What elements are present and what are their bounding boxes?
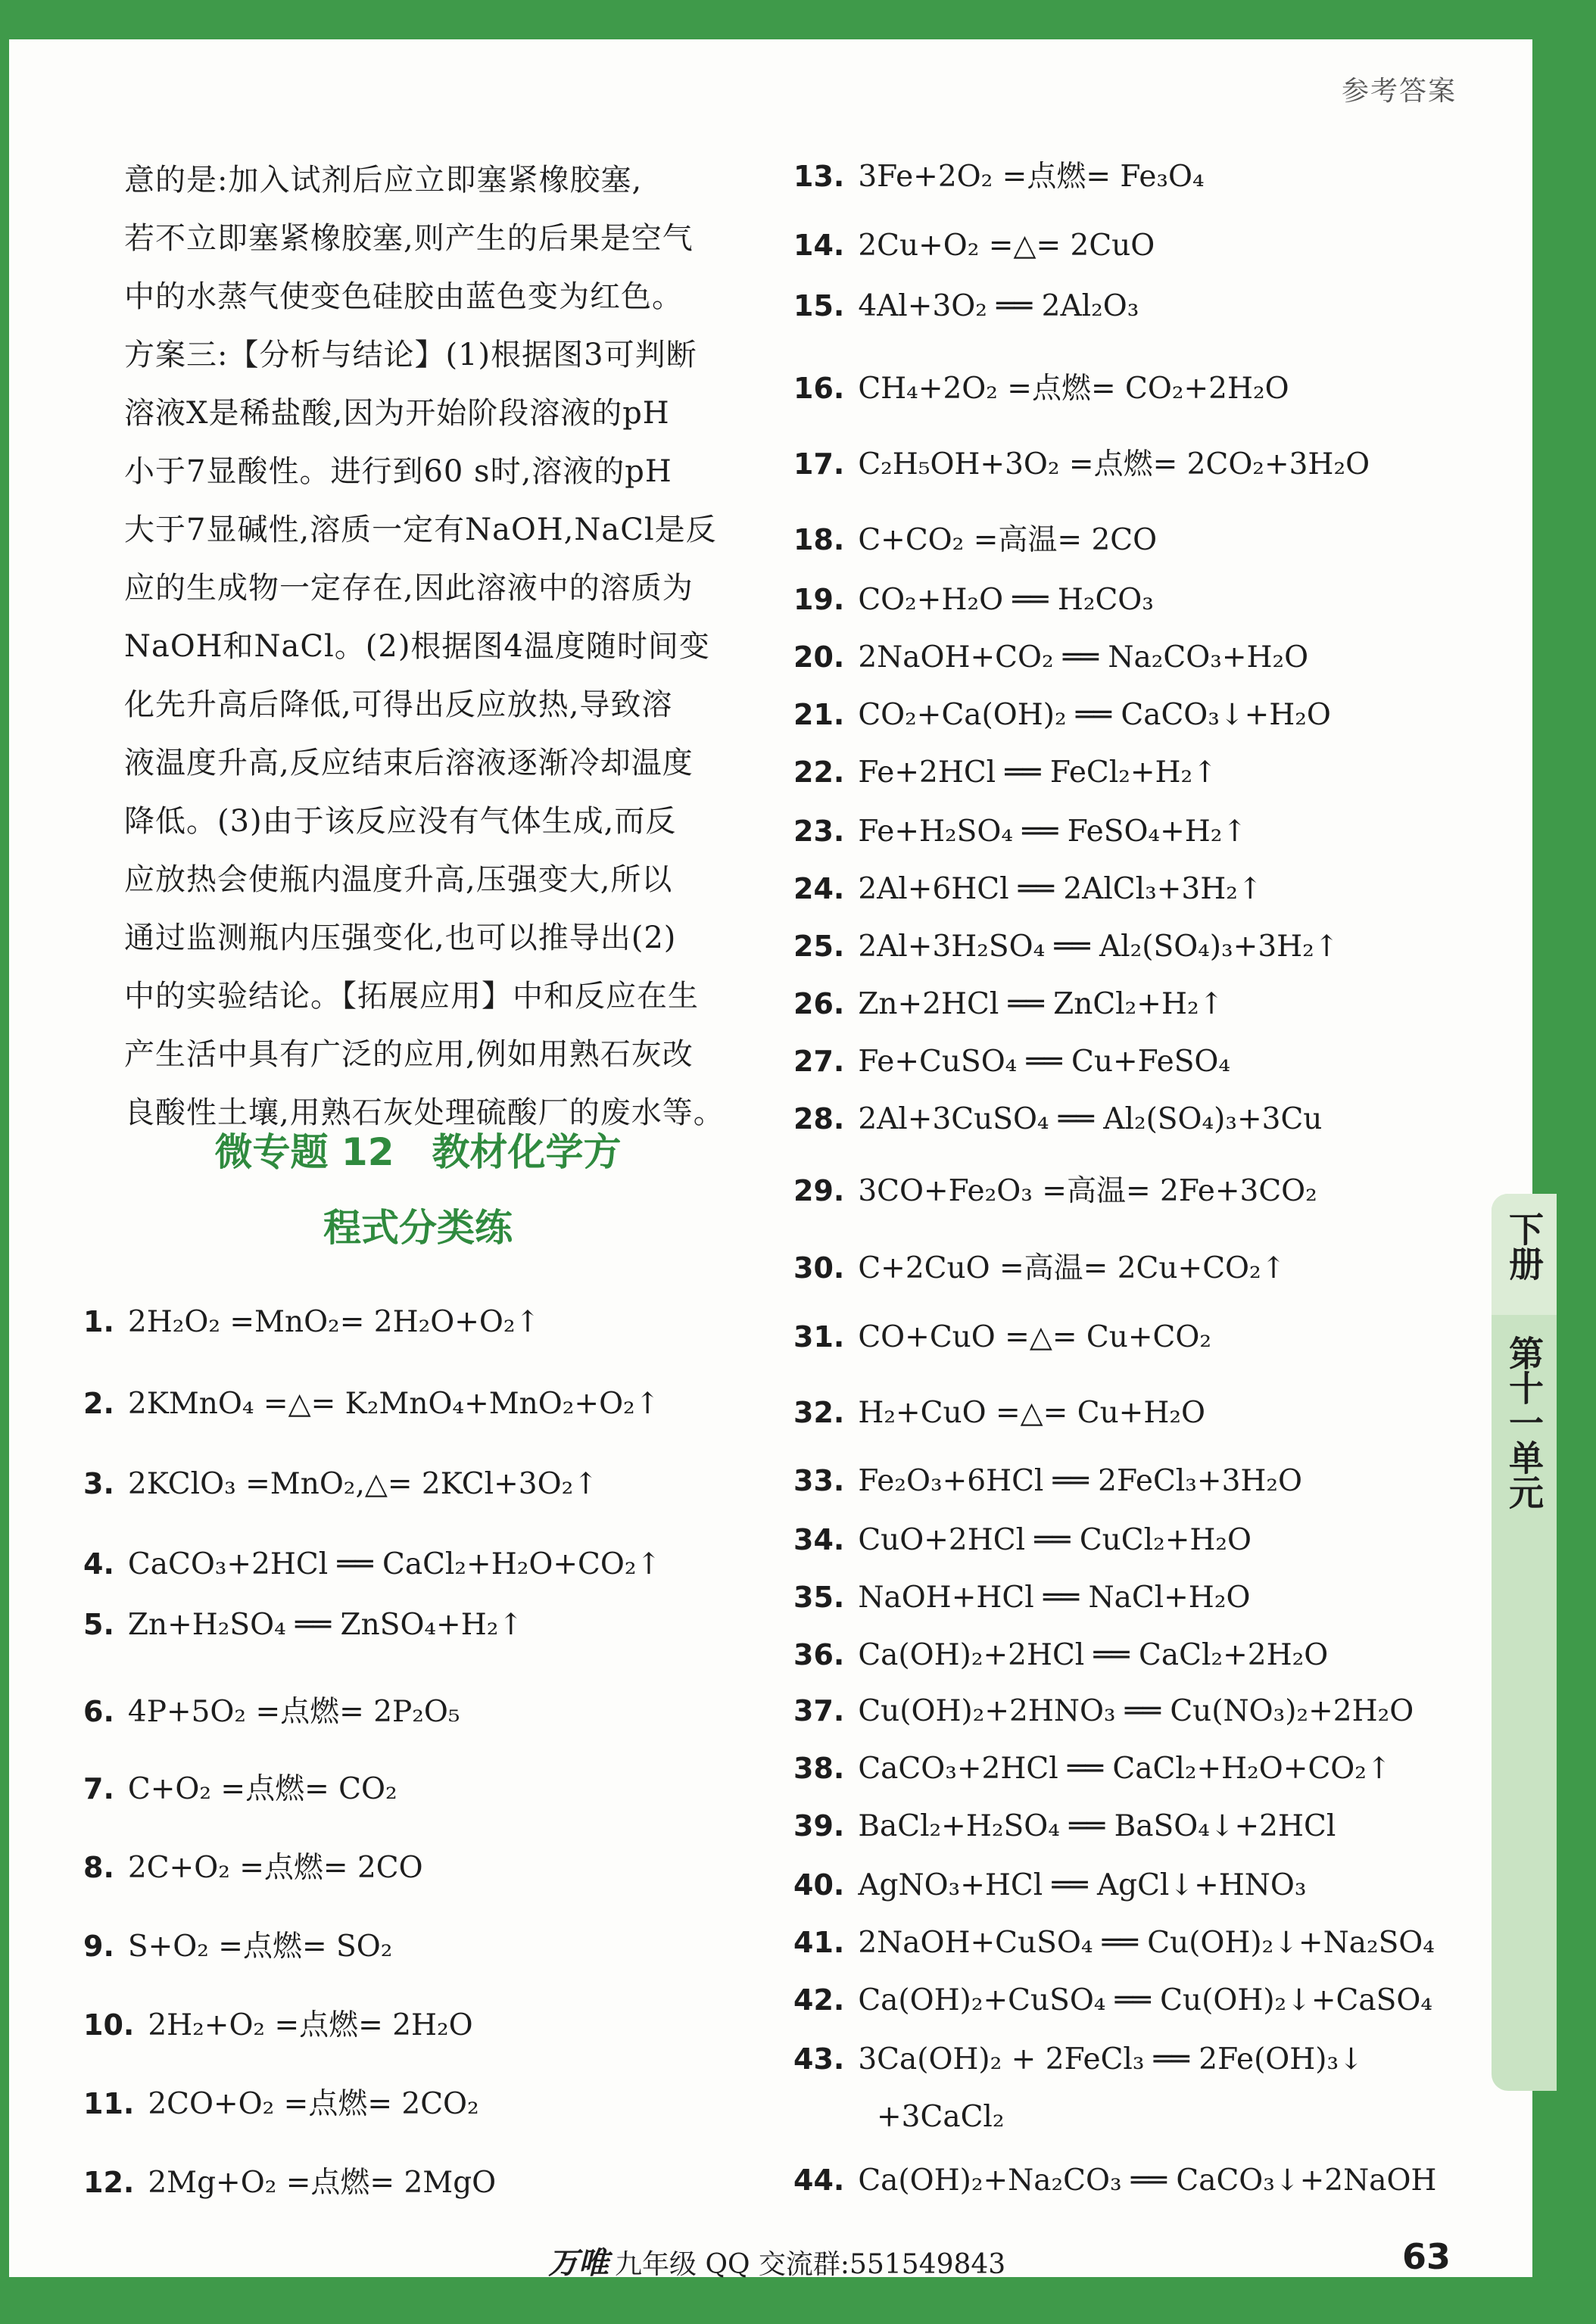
equation-text: Cu(OH)₂+2HNO₃ ══ Cu(NO₃)₂+2H₂O xyxy=(858,1694,1414,1728)
equation-text: 2CO+O₂ =点燃= 2CO₂ xyxy=(148,2087,479,2121)
equation-text: 2NaOH+CO₂ ══ Na₂CO₃+H₂O xyxy=(858,640,1309,674)
equation-item xyxy=(793,1102,1322,1136)
equation-item xyxy=(83,1547,661,1581)
equation-item xyxy=(793,365,1289,407)
equation-text: C+O₂ =点燃= CO₂ xyxy=(127,1772,397,1806)
equation-item xyxy=(793,698,1331,732)
equation-number: 18. xyxy=(793,523,845,556)
equation-number: 4. xyxy=(83,1547,114,1581)
equation-item xyxy=(863,2100,1005,2134)
equation-text: Fe+CuSO₄ ══ Cu+FeSO₄ xyxy=(858,1045,1231,1079)
equation-number: 23. xyxy=(793,815,845,848)
equation-item xyxy=(83,1608,523,1642)
equation-number: 20. xyxy=(793,640,845,674)
equation-number: 28. xyxy=(793,1102,845,1136)
equation-number: 3. xyxy=(83,1467,114,1500)
equation-text: 3Fe+2O₂ =点燃= Fe₃O₄ xyxy=(858,160,1205,194)
footer xyxy=(548,2239,1005,2282)
equation-text: C+2CuO =高温= 2Cu+CO₂↑ xyxy=(858,1251,1286,1285)
equation-text: 2Al+3CuSO₄ ══ Al₂(SO₄)₃+3Cu xyxy=(858,1102,1323,1136)
equation-item xyxy=(83,1923,392,1965)
equation-text: +3CaCl₂ xyxy=(877,2100,1005,2134)
equation-text: 2H₂+O₂ =点燃= 2H₂O xyxy=(148,2008,473,2042)
equation-number: 40. xyxy=(793,1868,845,1902)
equation-number: 31. xyxy=(793,1320,845,1354)
equation-text: 3Ca(OH)₂ + 2FeCl₃ ══ 2Fe(OH)₃↓ xyxy=(858,2042,1364,2076)
paragraph-line: 中的实验结论。【拓展应用】中和反应在生 xyxy=(124,979,699,1014)
equation-number: 5. xyxy=(83,1608,114,1641)
equation-number: 16. xyxy=(793,372,845,405)
equation-item xyxy=(793,153,1205,195)
equation-text: 2C+O₂ =点燃= 2CO xyxy=(127,1851,423,1885)
equation-text: Zn+H₂SO₄ ══ ZnSO₄+H₂↑ xyxy=(127,1608,524,1642)
paragraph-line: 意的是:加入试剂后应立即塞紧橡胶塞, xyxy=(124,163,643,198)
equation-number: 34. xyxy=(793,1523,845,1556)
equation-text: 2Al+6HCl ══ 2AlCl₃+3H₂↑ xyxy=(858,872,1263,906)
equation-text: Ca(OH)₂+2HCl ══ CaCl₂+2H₂O xyxy=(858,1638,1329,1672)
equation-item xyxy=(793,1638,1328,1672)
equation-number: 39. xyxy=(793,1809,845,1843)
equation-number: 12. xyxy=(83,2166,135,2199)
equation-number: 24. xyxy=(793,872,845,905)
equation-text: Ca(OH)₂+CuSO₄ ══ Cu(OH)₂↓+CaSO₄ xyxy=(858,1983,1432,2017)
paragraph-line: 若不立即塞紧橡胶塞,则产生的后果是空气 xyxy=(124,221,694,256)
equation-text: C+CO₂ =高温= 2CO xyxy=(858,523,1158,557)
equation-text: 4Al+3O₂ ══ 2Al₂O₃ xyxy=(858,289,1139,323)
equation-item xyxy=(793,872,1263,906)
equation-text: CaCO₃+2HCl ══ CaCl₂+H₂O+CO₂↑ xyxy=(858,1752,1392,1786)
header-label: 参考答案 xyxy=(1342,76,1457,107)
equation-text: 2KMnO₄ =△= K₂MnO₄+MnO₂+O₂↑ xyxy=(127,1387,660,1421)
equation-number: 37. xyxy=(793,1694,845,1727)
equation-item xyxy=(793,930,1339,964)
equation-number: 7. xyxy=(83,1772,114,1805)
equation-number: 2. xyxy=(83,1387,114,1420)
paragraph-line: 产生活中具有广泛的应用,例如用熟石灰改 xyxy=(124,1037,694,1072)
paragraph-line: 大于7显碱性,溶质一定有NaOH,NaCl是反 xyxy=(124,512,717,547)
equation-item xyxy=(793,1926,1435,1960)
equation-text: 2KClO₃ =MnO₂,△= 2KCl+3O₂↑ xyxy=(127,1467,598,1501)
section-title-line1: 微专题 12 教材化学方 xyxy=(214,1130,622,1174)
equation-number: 17. xyxy=(793,447,845,481)
equation-item xyxy=(793,289,1139,323)
equation-number: 6. xyxy=(83,1695,114,1728)
equation-item xyxy=(793,1523,1252,1557)
equation-number: 21. xyxy=(793,698,845,731)
equation-item xyxy=(793,583,1154,617)
section-title-line2: 程式分类练 xyxy=(323,1206,513,1250)
equation-number: 25. xyxy=(793,930,845,963)
equation-item xyxy=(793,1396,1205,1430)
equation-item xyxy=(793,516,1157,559)
equation-text: Fe+2HCl ══ FeCl₂+H₂↑ xyxy=(858,755,1217,790)
equation-number: 27. xyxy=(793,1045,845,1078)
equation-number: 10. xyxy=(83,2008,135,2042)
equation-text: NaOH+HCl ══ NaCl+H₂O xyxy=(858,1581,1251,1615)
equation-number: 22. xyxy=(793,755,845,789)
side-tab-volume xyxy=(1492,1211,1557,1281)
equation-item xyxy=(83,1688,460,1731)
paragraph-line: 化先升高后降低,可得出反应放热,导致溶 xyxy=(124,687,673,722)
answer-page xyxy=(9,39,1545,2281)
equation-number: 33. xyxy=(793,1464,845,1497)
equation-item xyxy=(83,1305,540,1339)
equation-text: Ca(OH)₂+Na₂CO₃ ══ CaCO₃↓+2NaOH xyxy=(858,2164,1437,2198)
equation-text: 2NaOH+CuSO₄ ══ Cu(OH)₂↓+Na₂SO₄ xyxy=(858,1926,1435,1960)
equation-text: CO₂+H₂O ══ H₂CO₃ xyxy=(858,583,1154,617)
equation-text: 4P+5O₂ =点燃= 2P₂O₅ xyxy=(127,1695,460,1729)
equation-number: 30. xyxy=(793,1251,845,1285)
equation-text: H₂+CuO =△= Cu+H₂O xyxy=(858,1396,1205,1430)
equation-text: 2H₂O₂ =MnO₂= 2H₂O+O₂↑ xyxy=(127,1305,541,1339)
footer-text: 九年级 QQ 交流群:551549843 xyxy=(615,2249,1006,2280)
equation-text: 2Mg+O₂ =点燃= 2MgO xyxy=(148,2166,497,2200)
equation-item xyxy=(793,441,1370,483)
equation-text: CuO+2HCl ══ CuCl₂+H₂O xyxy=(858,1523,1252,1557)
equation-number: 32. xyxy=(793,1396,845,1429)
paragraph-line: 溶液X是稀盐酸,因为开始阶段溶液的pH xyxy=(124,396,670,431)
equation-item xyxy=(793,1983,1432,2017)
equation-item xyxy=(793,1694,1414,1728)
equation-item xyxy=(793,1868,1307,1902)
paragraph-line: 通过监测瓶内压强变化,也可以推导出(2) xyxy=(124,921,677,955)
equation-item xyxy=(793,2042,1364,2076)
equation-item xyxy=(83,1467,598,1501)
side-tab-unit-text: 第十一单元 xyxy=(1504,1335,1545,1509)
paragraph-line: 液温度升高,反应结束后溶液逐渐冷却温度 xyxy=(124,746,694,780)
equation-text: Fe+H₂SO₄ ══ FeSO₄+H₂↑ xyxy=(858,815,1248,849)
equation-item xyxy=(793,640,1308,674)
equation-item xyxy=(83,2002,473,2044)
side-tab xyxy=(1492,1194,1557,2091)
side-tab-volume-text: 下册 xyxy=(1504,1211,1545,1281)
equation-item xyxy=(793,1320,1211,1354)
equation-number: 9. xyxy=(83,1930,114,1963)
equation-item xyxy=(793,755,1217,790)
equation-number: 11. xyxy=(83,2087,135,2120)
equation-text: 2Cu+O₂ =△= 2CuO xyxy=(858,229,1155,263)
equation-item xyxy=(793,1045,1230,1079)
equation-number: 8. xyxy=(83,1851,114,1884)
equation-text: CH₄+2O₂ =点燃= CO₂+2H₂O xyxy=(858,372,1289,406)
side-tab-unit xyxy=(1492,1335,1557,1509)
paragraph-line: 良酸性土壤,用熟石灰处理硫酸厂的废水等。 xyxy=(124,1095,725,1130)
equation-item xyxy=(793,1167,1317,1210)
equation-number: 1. xyxy=(83,1305,114,1338)
equation-item xyxy=(793,229,1155,263)
equation-text: Zn+2HCl ══ ZnCl₂+H₂↑ xyxy=(858,987,1224,1021)
equation-item xyxy=(83,2080,479,2123)
equation-item xyxy=(83,1387,659,1421)
paragraph-line: 降低。(3)由于该反应没有气体生成,而反 xyxy=(124,804,677,839)
equation-text: S+O₂ =点燃= SO₂ xyxy=(127,1930,393,1964)
equation-item xyxy=(793,1809,1336,1843)
equation-number: 36. xyxy=(793,1638,845,1671)
equation-number: 42. xyxy=(793,1983,845,2017)
equation-item xyxy=(793,1752,1392,1786)
equation-item xyxy=(793,2164,1436,2198)
equation-item xyxy=(83,1844,423,1886)
equation-text: CO+CuO =△= Cu+CO₂ xyxy=(858,1320,1211,1354)
paragraph-line: 小于7显酸性。进行到60 s时,溶液的pH xyxy=(124,454,672,489)
equation-text: 2Al+3H₂SO₄ ══ Al₂(SO₄)₃+3H₂↑ xyxy=(858,930,1339,964)
equation-number: 41. xyxy=(793,1926,845,1959)
equation-text: CO₂+Ca(OH)₂ ══ CaCO₃↓+H₂O xyxy=(858,698,1331,732)
page-number: 63 xyxy=(1402,2236,1451,2277)
paragraph-line: 方案三:【分析与结论】(1)根据图3可判断 xyxy=(124,338,697,372)
equation-number: 38. xyxy=(793,1752,845,1785)
footer-brand: 万唯 xyxy=(548,2246,609,2281)
equation-item xyxy=(793,987,1223,1021)
equation-item xyxy=(793,815,1247,849)
equation-number: 14. xyxy=(793,229,845,262)
equation-number: 35. xyxy=(793,1581,845,1614)
equation-number: 43. xyxy=(793,2042,845,2076)
analysis-paragraph xyxy=(124,151,753,1142)
equation-text: C₂H₅OH+3O₂ =点燃= 2CO₂+3H₂O xyxy=(858,447,1370,481)
equation-text: CaCO₃+2HCl ══ CaCl₂+H₂O+CO₂↑ xyxy=(127,1547,662,1581)
paragraph-line: 应的生成物一定存在,因此溶液中的溶质为 xyxy=(124,571,694,606)
equation-item xyxy=(793,1245,1286,1287)
equation-item xyxy=(793,1464,1302,1498)
equation-number: 19. xyxy=(793,583,845,616)
paragraph-line: NaOH和NaCl。(2)根据图4温度随时间变 xyxy=(124,629,710,664)
equation-number: 13. xyxy=(793,160,845,193)
equation-number: 44. xyxy=(793,2164,845,2197)
equation-text: Fe₂O₃+6HCl ══ 2FeCl₃+3H₂O xyxy=(858,1464,1303,1498)
equation-text: BaCl₂+H₂SO₄ ══ BaSO₄↓+2HCl xyxy=(858,1809,1336,1843)
equation-text: 3CO+Fe₂O₃ =高温= 2Fe+3CO₂ xyxy=(858,1174,1317,1208)
equation-text: AgNO₃+HCl ══ AgCl↓+HNO₃ xyxy=(858,1868,1307,1902)
equation-item xyxy=(83,1765,397,1808)
paragraph-line: 应放热会使瓶内温度升高,压强变大,所以 xyxy=(124,862,673,897)
equation-item xyxy=(83,2159,496,2201)
equation-number: 29. xyxy=(793,1174,845,1207)
paragraph-line: 中的水蒸气使变色硅胶由蓝色变为红色。 xyxy=(124,279,683,314)
equation-number: 15. xyxy=(793,289,845,322)
equation-number: 26. xyxy=(793,987,845,1020)
equation-item xyxy=(793,1581,1250,1615)
